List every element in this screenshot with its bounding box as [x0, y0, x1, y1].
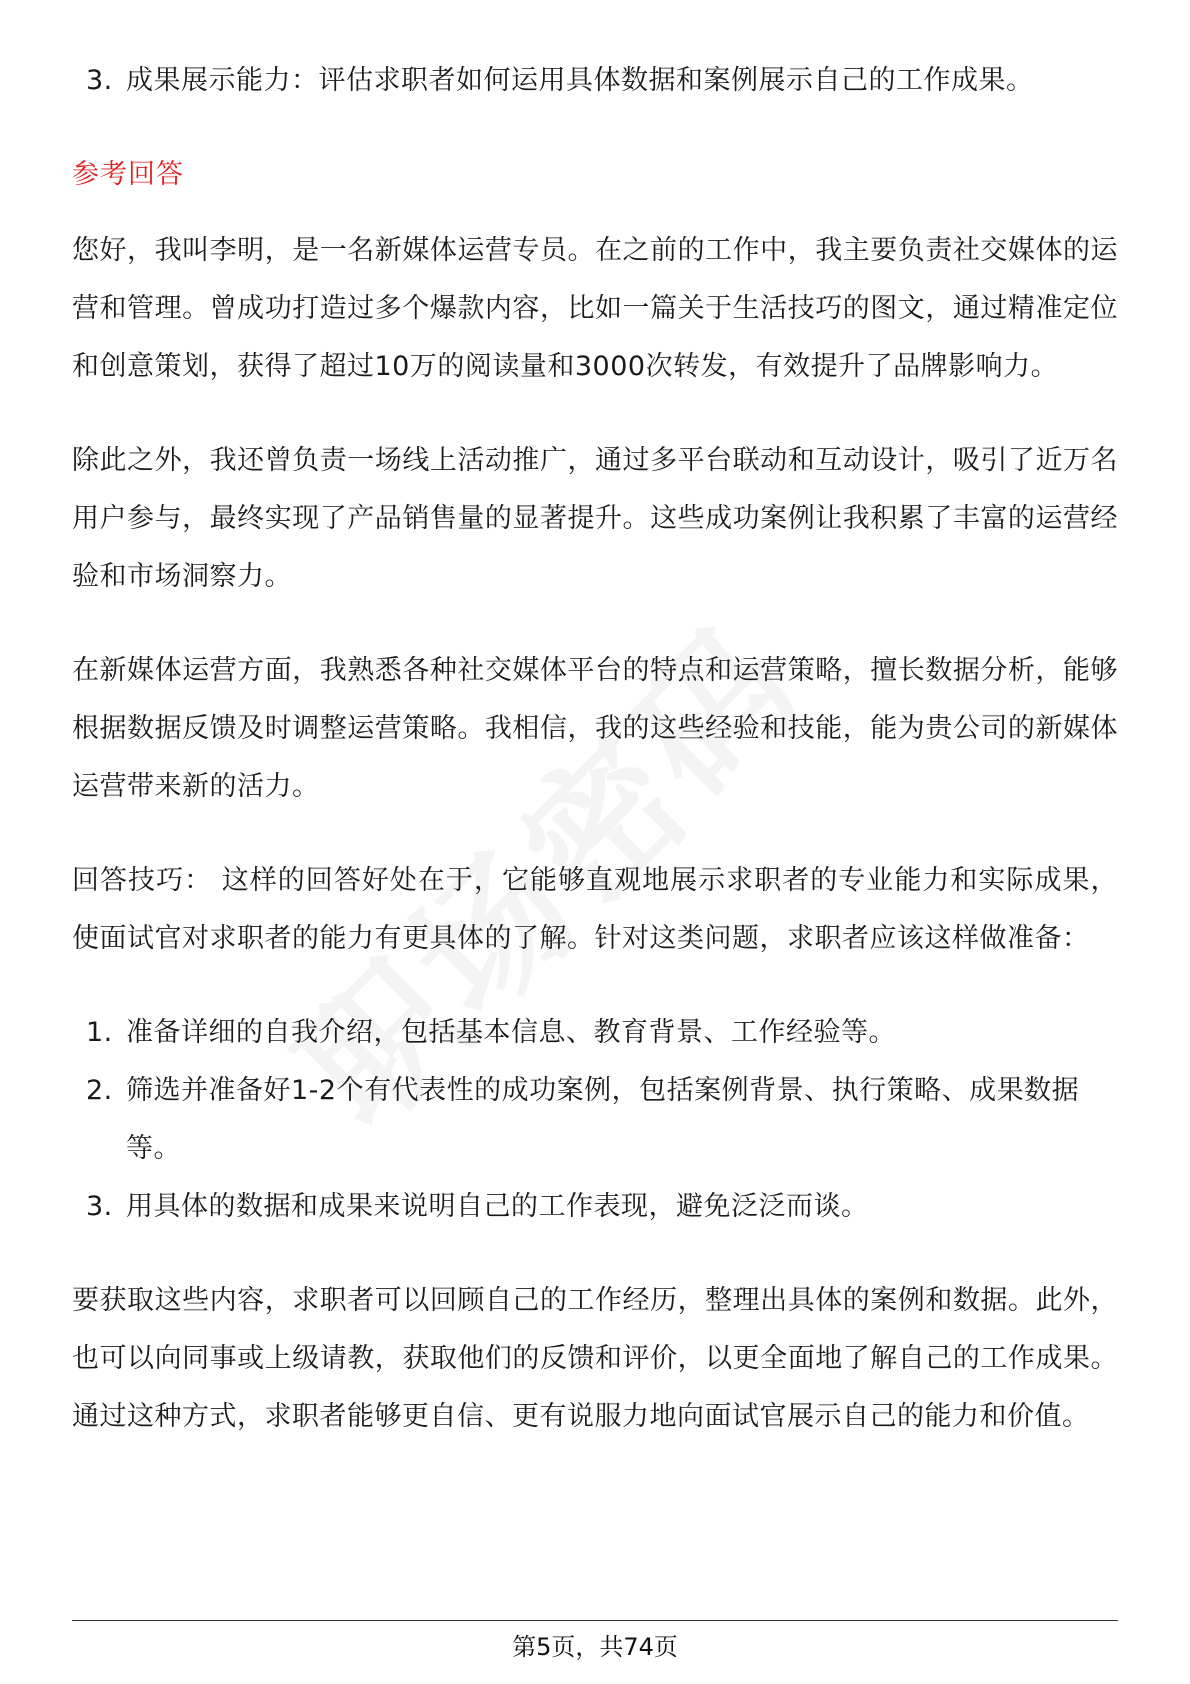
tips-list [72, 1004, 1118, 1236]
list-number: 2. [86, 1075, 113, 1106]
section-title: 参考回答 [72, 159, 184, 190]
list-item [72, 52, 1118, 110]
list-text: 用具体的数据和成果来说明自己的工作表现，避免泛泛而谈。 [126, 1191, 869, 1222]
answer-paragraph-2: 除此之外，我还曾负责一场线上活动推广，通过多平台联动和互动设计，吸引了近万名用户参与，最终实现了产品销售量的显著提升。这些成功案例让我积累了丰富的运营经验和市场洞察力。 [72, 445, 1118, 592]
page-content [72, 52, 1118, 1482]
list-text: 成果展示能力：评估求职者如何运用具体数据和案例展示自己的工作成果。 [126, 65, 1034, 96]
list-text: 准备详细的自我介绍，包括基本信息、教育背景、工作经验等。 [126, 1017, 896, 1048]
list-item [72, 1004, 1118, 1062]
tips-intro-paragraph: 回答技巧： 这样的回答好处在于，它能够直观地展示求职者的专业能力和实际成果，使面试官对求职者的能力有更具体的了解。针对这类问题，求职者应该这样做准备： [72, 865, 1118, 954]
list-number: 3. [86, 65, 113, 96]
list-number: 3. [86, 1191, 113, 1222]
answer-paragraph-1: 您好，我叫李明，是一名新媒体运营专员。在之前的工作中，我主要负责社交媒体的运营和管理。曾成功打造过多个爆款内容，比如一篇关于生活技巧的图文，通过精准定位和创意策划，获得了超过10万的阅读量和3000次转发，有效提升了品牌影响力。 [72, 235, 1118, 382]
page-number: 第5页，共74页 [512, 1633, 678, 1661]
closing-paragraph: 要获取这些内容，求职者可以回顾自己的工作经历，整理出具体的案例和数据。此外，也可以向同事或上级请教，获取他们的反馈和评价，以更全面地了解自己的工作成果。通过这种方式，求职者能够更自信、更有说服力地向面试官展示自己的能力和价值。 [72, 1285, 1118, 1432]
list-text: 筛选并准备好1-2个有代表性的成功案例，包括案例背景、执行策略、成果数据等。 [126, 1075, 1080, 1164]
top-list [72, 52, 1118, 110]
list-item [72, 1178, 1118, 1236]
answer-paragraph-3: 在新媒体运营方面，我熟悉各种社交媒体平台的特点和运营策略，擅长数据分析，能够根据数据反馈及时调整运营策略。我相信，我的这些经验和技能，能为贵公司的新媒体运营带来新的活力。 [72, 655, 1118, 802]
list-item [72, 1062, 1118, 1178]
list-number: 1. [86, 1017, 113, 1048]
footer-divider [72, 1620, 1118, 1621]
